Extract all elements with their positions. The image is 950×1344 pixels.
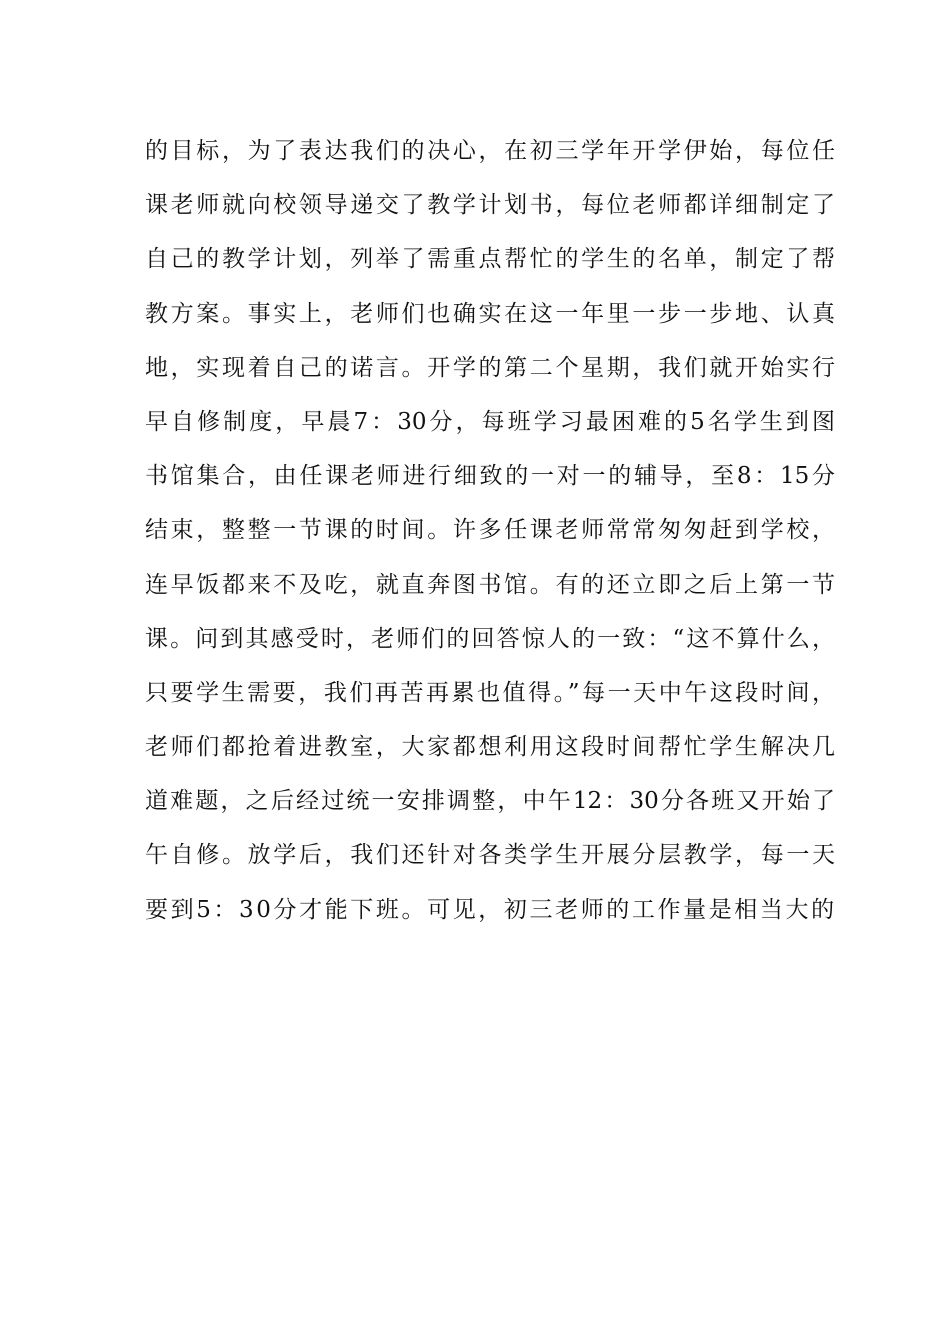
text-line: 道难题，之后经过统一安排调整，中午12：30分各班又开始了 bbox=[145, 788, 835, 815]
text-line: 自己的教学计划，列举了需重点帮忙的学生的名单，制定了帮 bbox=[145, 246, 835, 273]
text-line: 要到5：30分才能下班。可见，初三老师的工作量是相当大的 bbox=[145, 896, 837, 923]
text-line: 课老师就向校领导递交了教学计划书，每位老师都详细制定了 bbox=[145, 192, 835, 219]
text-line: 结束，整整一节课的时间。许多任课老师常常匆匆赶到学校， bbox=[145, 517, 835, 544]
text-line: 书馆集合，由任课老师进行细致的一对一的辅导，至8：15分 bbox=[145, 463, 835, 490]
text-line: 只要学生需要，我们再苦再累也值得。”每一天中午这段时间， bbox=[145, 679, 835, 706]
text-line: 地，实现着自己的诺言。开学的第二个星期，我们就开始实行 bbox=[145, 354, 835, 381]
text-line: 老师们都抢着进教室，大家都想利用这段时间帮忙学生解决几 bbox=[145, 734, 835, 761]
text-line: 午自修。放学后，我们还针对各类学生开展分层教学，每一天 bbox=[145, 842, 835, 869]
text-line: 连早饭都来不及吃，就直奔图书馆。有的还立即之后上第一节 bbox=[145, 571, 835, 598]
body-paragraph bbox=[145, 128, 835, 941]
text-line: 教方案。事实上，老师们也确实在这一年里一步一步地、认真 bbox=[145, 300, 835, 327]
text-line: 课。问到其感受时，老师们的回答惊人的一致：“这不算什么， bbox=[145, 625, 835, 652]
text-line: 早自修制度，早晨7：30分，每班学习最困难的5名学生到图 bbox=[145, 408, 835, 435]
text-line: 的目标，为了表达我们的决心，在初三学年开学伊始，每位任 bbox=[145, 138, 835, 164]
